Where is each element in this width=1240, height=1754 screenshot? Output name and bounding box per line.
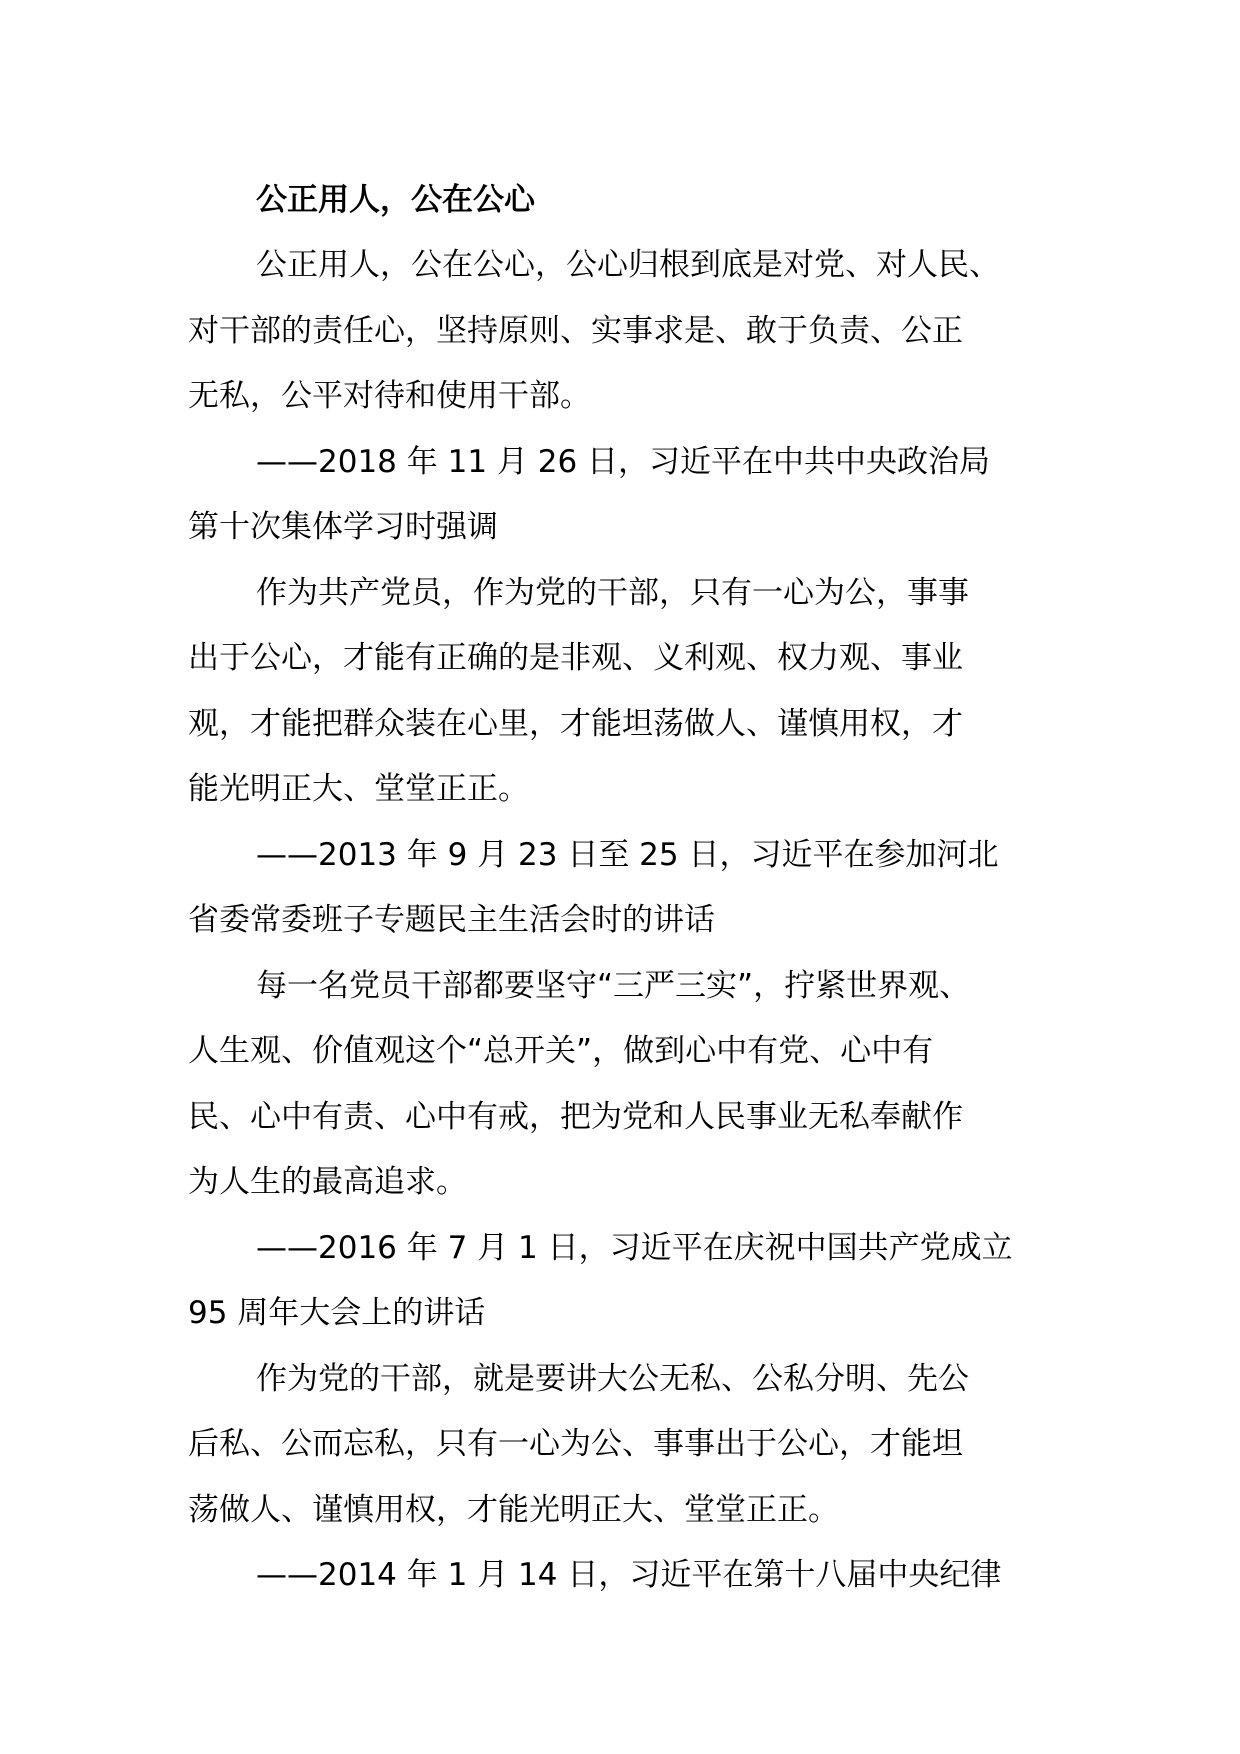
document-body [188, 168, 1068, 1609]
text-line: 能光明正大、堂堂正正。 [188, 771, 529, 807]
document-title: 公正用人，公在公心 [256, 182, 535, 218]
source-paragraph [188, 1543, 1068, 1609]
quote-paragraph [188, 561, 1068, 823]
source-paragraph [188, 1216, 1068, 1347]
text-line: 95 周年大会上的讲话 [188, 1295, 486, 1331]
text-line: 作为党的干部，就是要讲大公无私、公私分明、先公 [256, 1360, 969, 1397]
quote-paragraph [188, 954, 1068, 1216]
text-line: 民、心中有责、心中有戒，把为党和人民事业无私奉献作 [188, 1098, 963, 1135]
text-line: 人生观、价值观这个“总开关”，做到心中有党、心中有 [188, 1033, 934, 1069]
text-line: 无私，公平对待和使用干部。 [188, 378, 591, 414]
quote-paragraph [188, 233, 1068, 430]
text-line: 公正用人，公在公心，公心归根到底是对党、对人民、 [256, 247, 1000, 283]
text-line: 为人生的最高追求。 [188, 1164, 467, 1200]
text-line: 出于公心，才能有正确的是非观、义利观、权力观、事业 [188, 640, 963, 676]
text-line: 后私、公而忘私，只有一心为公、事事出于公心，才能坦 [188, 1426, 963, 1462]
text-line: 每一名党员干部都要坚守“三严三实”，拧紧世界观、 [256, 967, 971, 1004]
source-paragraph [188, 823, 1068, 954]
text-line: 荡做人、谨慎用权，才能光明正大、堂堂正正。 [188, 1491, 839, 1528]
text-line: 观，才能把群众装在心里，才能坦荡做人、谨慎用权，才 [188, 705, 963, 742]
text-line: ——2013 年 9 月 23 日至 25 日，习近平在参加河北 [256, 836, 999, 873]
text-line: ——2014 年 1 月 14 日，习近平在第十八届中央纪律 [256, 1557, 1002, 1593]
text-line: ——2018 年 11 月 26 日，习近平在中共中央政治局 [256, 443, 991, 480]
text-line: 对干部的责任心，坚持原则、实事求是、敢于负责、公正 [188, 312, 963, 349]
text-line: 作为共产党员，作为党的干部，只有一心为公，事事 [256, 574, 969, 611]
source-paragraph [188, 430, 1068, 561]
text-line: 省委常委班子专题民主生活会时的讲话 [188, 902, 715, 938]
text-line: 第十次集体学习时强调 [188, 509, 498, 545]
quote-paragraph [188, 1347, 1068, 1544]
text-line: ——2016 年 7 月 1 日，习近平在庆祝中国共产党成立 [256, 1229, 1013, 1266]
